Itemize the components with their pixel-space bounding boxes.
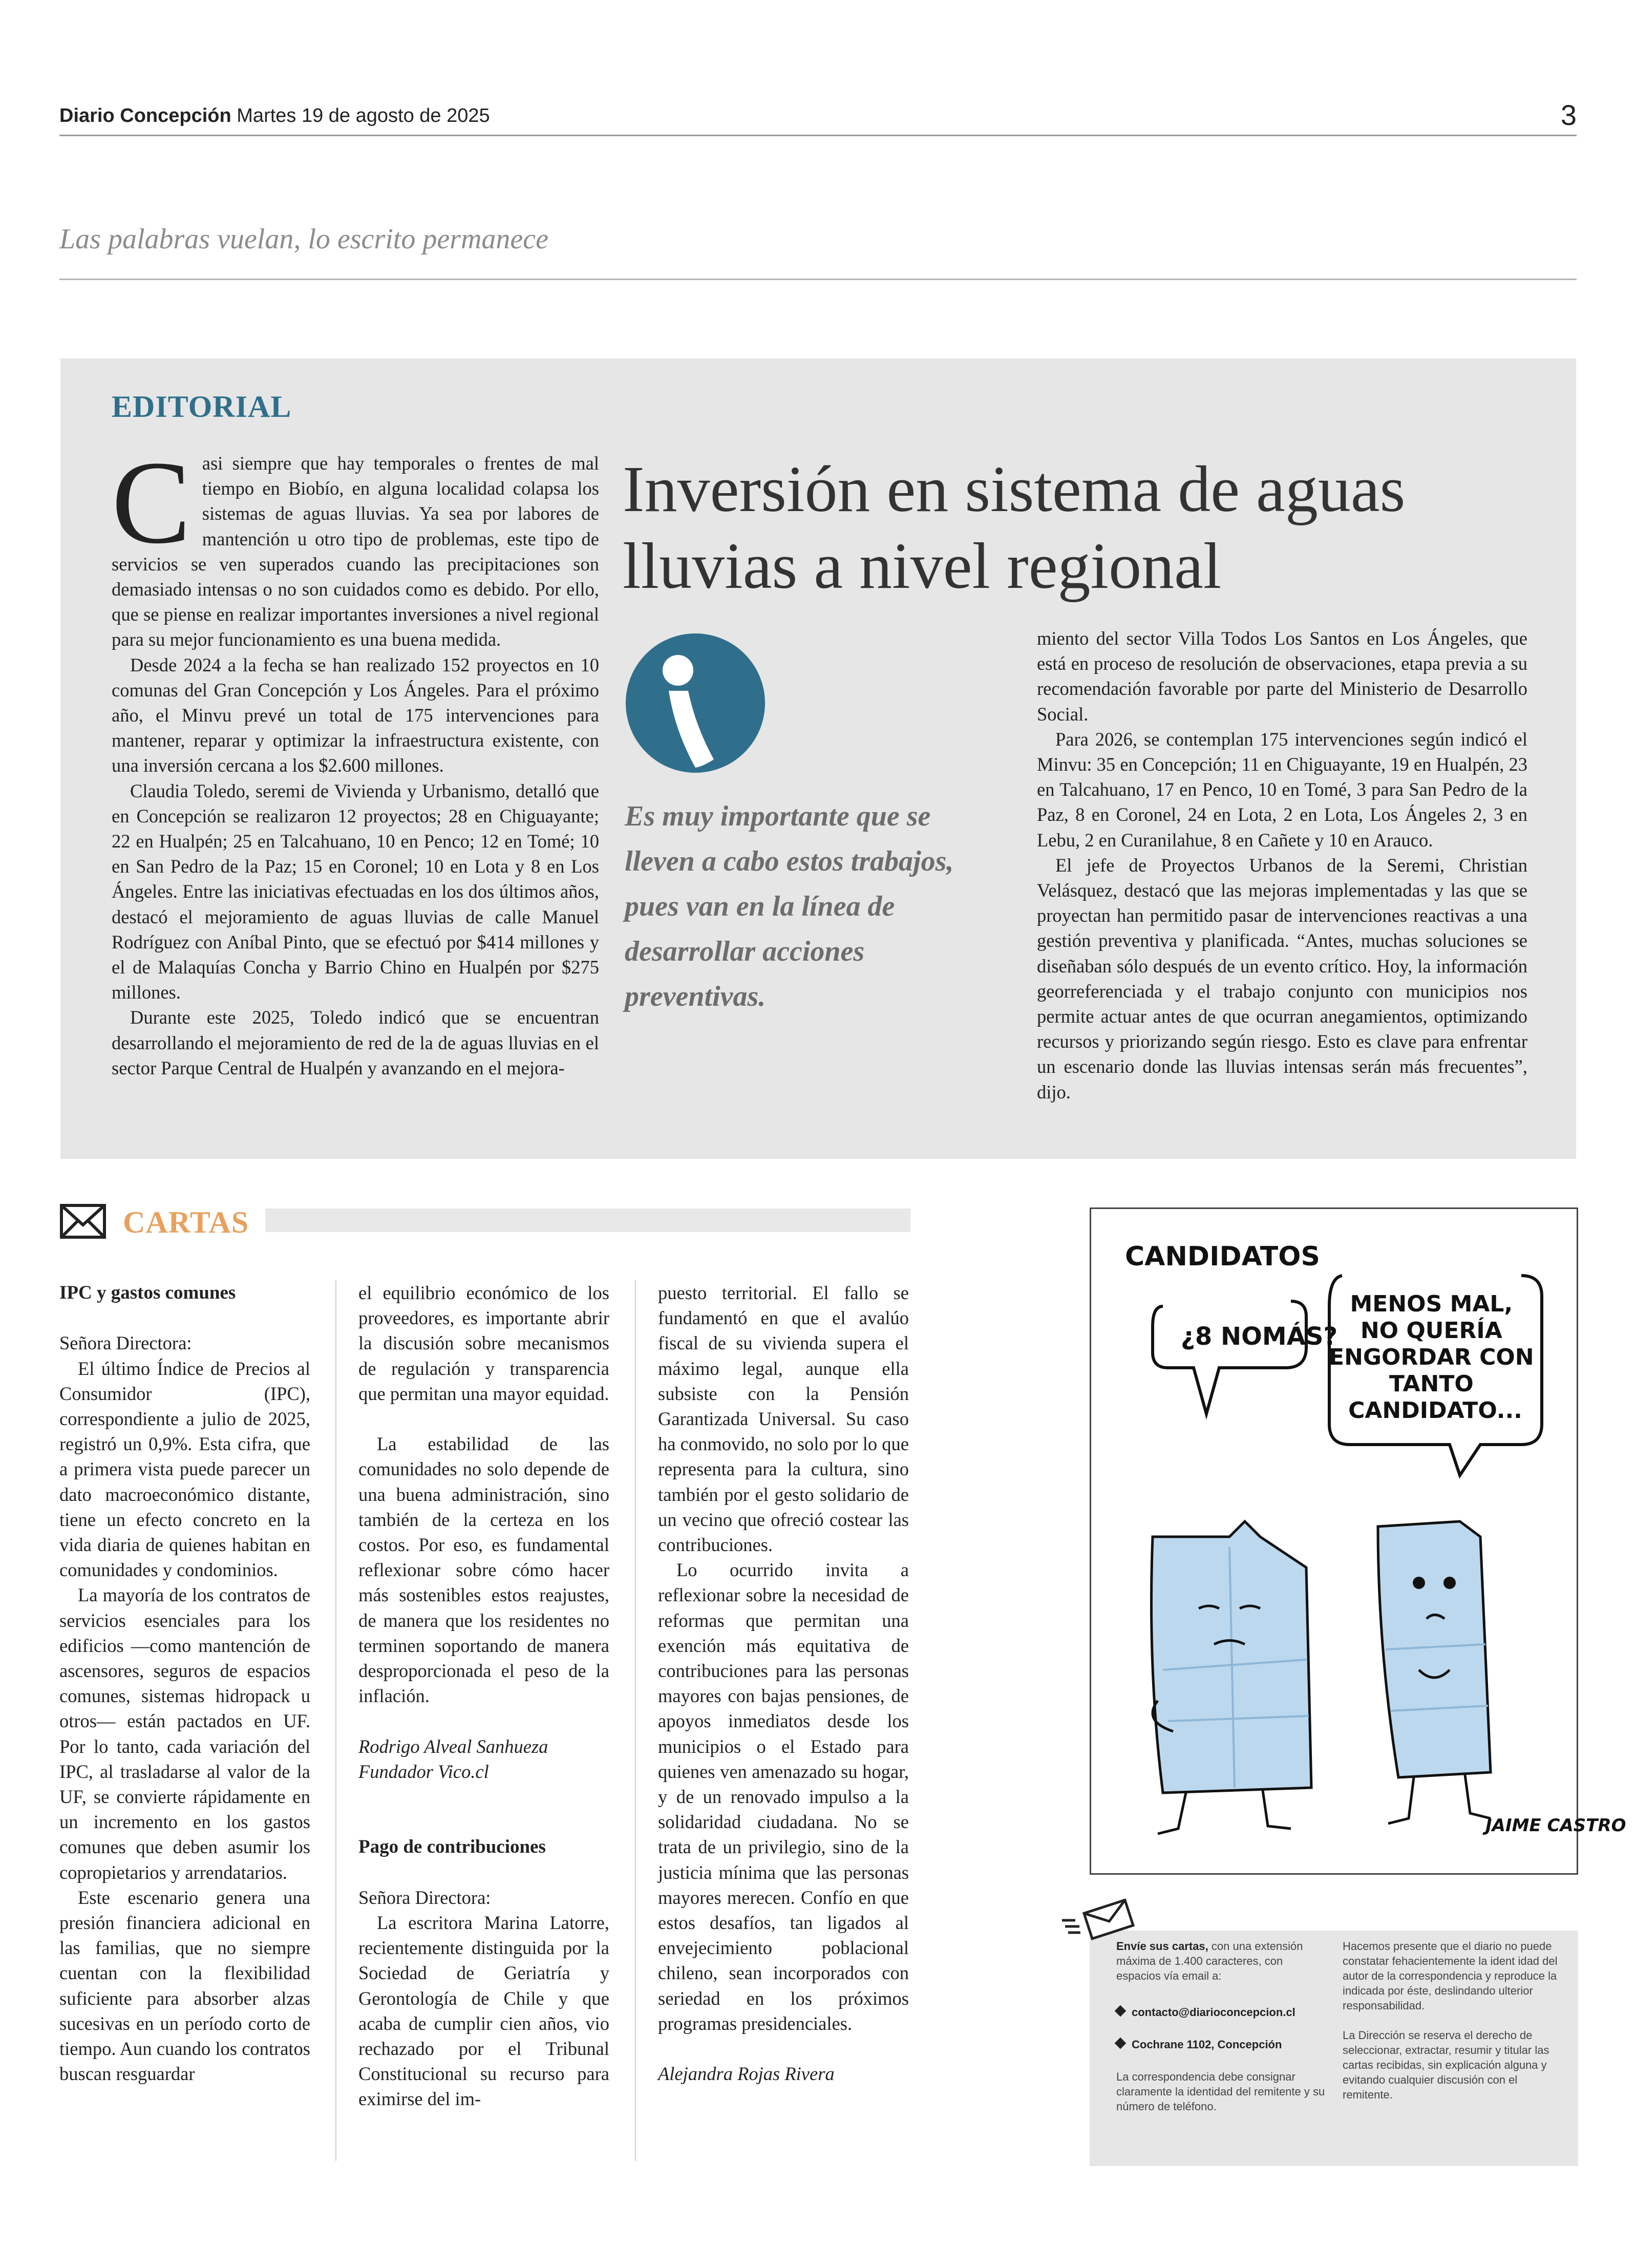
editorial-column-3 — [1037, 626, 1527, 1105]
editorial-paragraph: El jefe de Proyectos Urbanos de la Seremi, Christian Velásquez, destacó que las mejoras implementadas y las que se proyectan han permitido pasar de intervenciones reactivas a una gestión preventiva y planificada. “Antes, muchas soluciones se diseñaban sólo después de un evento crítico. Hoy, la información georreferenciada y el trabajo conjunto con municipios nos permite actuar antes de que ocurran anegamientos, optimizando recursos y priorizando según riesgo. Esto es clave para enfrentar un escenario donde las lluvias intensas serán más frecuentes”, dijo. — [1037, 854, 1527, 1103]
bullet-diamond-icon — [1115, 2038, 1127, 2049]
contact-address: Cochrane 1102, Concepción — [1116, 2037, 1326, 2052]
cartoon-character-left — [1152, 1521, 1312, 1834]
letter-paragraph: La estabilidad de las comunidades no solo depende de una buena administración, sino también de la certeza en los costos. Por eso, es fundamental reflexionar sobre cómo hacer más sostenibles estos reajustes, de manera que los residentes no terminen soportando de manera desproporcionada el peso de la inflación. — [358, 1433, 609, 1707]
header-rule — [59, 135, 1577, 136]
section-tagline: Las palabras vuelan, lo escrito permanece — [59, 223, 548, 255]
letter-paragraph: puesto territorial. El fallo se fundamentó en que el avalúo fiscal de su vivienda supera el máximo legal, aunque ella subsiste con la Pensión Garantizada Universal. Su caso ha conmovido, no solo por lo que representa para la cultura, sino también por el gesto solidario de un vecino que ofreció costear las contribuciones. — [658, 1282, 909, 1556]
letter-paragraph: Este escenario genera una presión financiera adicional en las familias, que no siempre cuentan con la flexibilidad suficiente para absorber alzas sucesivas en un período corto de tiempo. Aun cuando los contratos buscan resguardar — [59, 1887, 310, 2085]
contact-email[interactable]: contacto@diarioconcepcion.cl — [1116, 2005, 1326, 2020]
info-logo-icon — [626, 633, 765, 773]
page-number: 3 — [1560, 99, 1577, 131]
letters-column-1 — [59, 1280, 310, 2086]
bullet-diamond-icon — [1115, 2005, 1127, 2017]
info-column-right — [1343, 1939, 1563, 2102]
editorial-paragraph: Para 2026, se contemplan 175 intervenciones según indicó el Minvu: 35 en Concepción; 11 en Chiguayante, 19 en Hualpén, 23 en Talcahuano, 17 en Penco, 10 en Tomé, 3 para San Pedro de la Paz, 8 en Coronel, 24 en Lota, 2 en Lota, Los Ángeles 2, 3 en Lebu, 2 en Curanilahue, 8 en Cañete y 10 en Arauco. — [1037, 728, 1527, 851]
identity-note: La correspondencia debe consignar claramente la identidad del remitente y su número de teléfono. — [1116, 2070, 1325, 2113]
editorial-column-1 — [112, 437, 599, 1080]
editorial-paragraph: Casi siempre que hay temporales o frentes de mal tiempo en Biobío, en alguna localidad colapsa los sistemas de aguas lluvias. Ya sea por labores de mantención u otro tipo de problemas, este tipo de servicios se ven superados cuando las precipitaciones son demasiado intensas o no son cuidados como es debido. Por ello, que se piense en realizar importantes inversiones a nivel regional para su mejor funcionamiento es una buena medida. — [112, 437, 599, 650]
editorial-paragraph: miento del sector Villa Todos Los Santos en Los Ángeles, que está en proceso de resolución de observaciones, etapa previa a su recomendación favorable por parte del Ministerio de Desarrollo Social. — [1037, 628, 1527, 725]
letter-paragraph: La escritora Marina Latorre, recientemente distinguida por la Sociedad de Geriatría y Gerontología de Chile y que acaba de cumplir cien años, vio rechazado por el Tribunal Constitucional su recurso para eximirse del im- — [358, 1912, 609, 2110]
editorial-paragraph: Claudia Toledo, seremi de Vivienda y Urbanismo, detalló que en Concepción se realizaron 12 proyectos; 28 en Chiguayante; 22 en Hualpén; 25 en Talcahuano, 10 en Penco; 12 en Tomé; 10 en San Pedro de la Paz; 15 en Coronel; 10 en Lota y 8 en Los Ángeles. Entre las iniciativas efectuadas en los dos últimos años, destacó el mejoramiento de aguas lluvias de calle Manuel Rodríguez con Aníbal Pinto, que se efectuó por $414 millones y el de Malaquías Concha y Barrio Chino en Hualpén por $275 millones. — [112, 780, 599, 1003]
cartas-label: CARTAS — [123, 1205, 249, 1239]
letter-salutation: Señora Directora: — [358, 1887, 491, 1908]
editorial-paragraph: Durante este 2025, Toledo indicó que se encuentran desarrollando el mejoramiento de red de la de aguas lluvias en el sector Parque Central de Hualpén y avanzando en el mejora- — [112, 1007, 599, 1078]
editorial-rights-note: La Dirección se reserva el derecho de seleccionar, extractar, resumir y titular las cartas recibidas, sin explicación alguna y evitando cualquier discusión con el remitente. — [1343, 2029, 1549, 2101]
letter-signature-name: Alejandra Rojas Rivera — [658, 2063, 835, 2085]
editorial-cartoon — [1090, 1207, 1626, 1875]
letter-paragraph: el equilibrio económico de los proveedores, es importante abrir la discusión sobre mecanismos de regulación y transparencia que permitan una mayor equidad. — [358, 1282, 609, 1404]
drop-cap: C — [112, 437, 191, 568]
send-instructions: Envíe sus cartas, con una extensión máxima de 1.400 caracteres, con espacios vía email a: — [1116, 1940, 1303, 1982]
cartas-bar — [265, 1209, 910, 1232]
disclaimer-note: Hacemos presente que el diario no puede constatar fehacientemente la ident idad del autor de la correspondencia y reproduce la indicada por éste, deslindando ulterior responsabilidad. — [1343, 1940, 1558, 2012]
publication-name: Diario Concepción — [59, 105, 231, 126]
pull-quote: Es muy importante que se lleven a cabo estos trabajos, pues van en la línea de desarrollar acciones preventivas. — [625, 800, 954, 1012]
letter-signature-role: Fundador Vico.cl — [358, 1761, 489, 1782]
letter-title: IPC y gastos comunes — [59, 1282, 236, 1303]
envelope-icon — [59, 1203, 107, 1239]
editorial-paragraph: Desde 2024 a la fecha se han realizado 152 proyectos en 10 comunas del Gran Concepción y Los Ángeles. Para el próximo año, el Minvu prevé un total de 175 intervenciones para mantener, reparar y optimizar la infraestructura existente, con una inversión cercana a los $2.600 millones. — [112, 654, 599, 776]
bubble-2-text: MENOS MAL, NO QUERÍA ENGORDAR CON TANTO CANDIDATO... — [1329, 1291, 1534, 1424]
letter-signature-name: Rodrigo Alveal Sanhueza — [358, 1735, 548, 1757]
cartoon-title: CANDIDATOS — [1125, 1241, 1320, 1272]
issue-date: Martes 19 de agosto de 2025 — [237, 105, 490, 126]
speech-bubble-1 — [1153, 1301, 1306, 1414]
letter-paragraph: La mayoría de los contratos de servicios esenciales para los edificios —como mantención de ascensores, seguros de espacios comunes, sistemas hidropack u otros— están pactados en UF. Por lo tanto, cada variación del IPC, al trasladarse al valor de la UF, se convierte rápidamente en un incremento en los gastos comunes que deben asumir los copropietarios y arrendatarios. — [59, 1584, 310, 1883]
letter-paragraph: El último Índice de Precios al Consumidor (IPC), correspondiente a julio de 2025, registró un 0,9%. Esta cifra, que a primera vista puede parecer un dato macroeconómico distante, tiene un efecto concreto en la vida diaria de quienes habitan en comunidades y condominios. — [59, 1358, 310, 1581]
cartoonist-signature: JAIME CASTRO — [1485, 1815, 1626, 1836]
letter-title: Pago de contribuciones — [358, 1836, 546, 1858]
bubble-1-text: ¿8 NOMÁS? — [1181, 1322, 1338, 1351]
tagline-rule — [59, 279, 1577, 280]
letters-column-2 — [358, 1280, 609, 2112]
letter-paragraph: Lo ocurrido invita a reflexionar sobre la necesidad de reformas que permitan una exención más equitativa de contribuciones para las personas mayores con bajas pensiones, de apoyos inmediatos desde los municipios o el Estado para quienes ven amenazado su hogar, y de un renovado impulso a la solidaridad ciudadana. No se trata de un privilegio, sino de la justicia mínima que las personas mayores merecen. Confío en que estos desafíos, tan ligados al envejecimiento poblacional chileno, sean incorporados con seriedad en los próximos programas presidenciales. — [658, 1559, 909, 2034]
masthead — [59, 105, 490, 127]
editorial-label: EDITORIAL — [112, 390, 292, 423]
mail-send-icon — [1060, 1895, 1137, 1941]
info-column-left — [1116, 1939, 1326, 2114]
letters-column-3 — [658, 1280, 909, 2086]
column-divider — [635, 1280, 636, 2161]
editorial-headline: Inversión en sistema de aguas lluvias a nivel regional — [623, 453, 1406, 602]
cartoon-character-right — [1378, 1521, 1491, 1824]
column-divider — [335, 1280, 336, 2161]
letter-salutation: Señora Directora: — [59, 1332, 192, 1354]
